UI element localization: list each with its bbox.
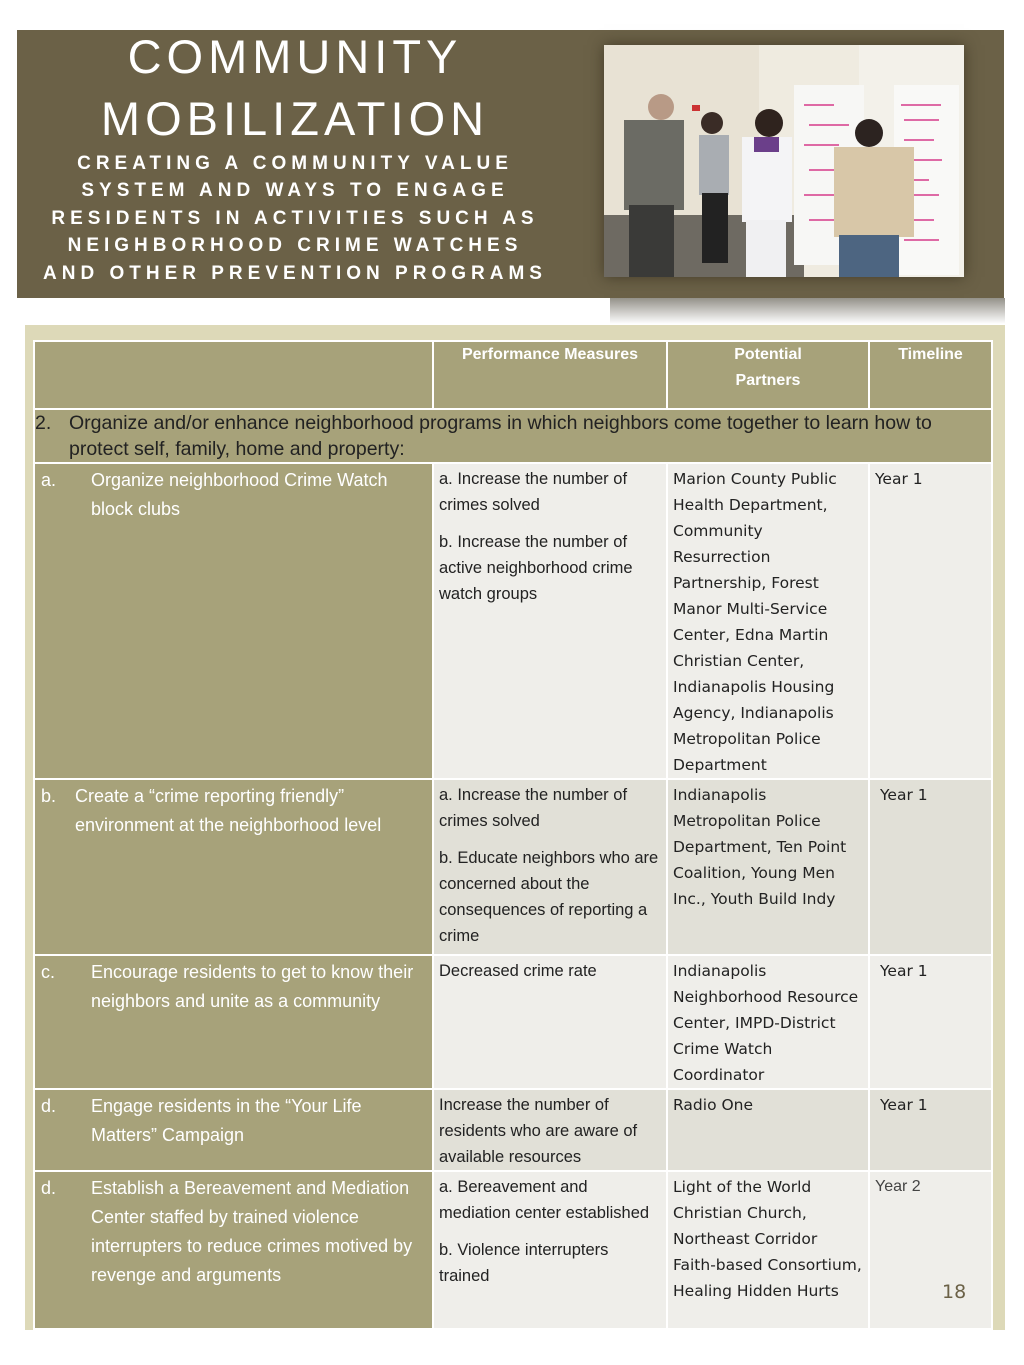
table-header-row — [34, 341, 992, 409]
item-cell — [34, 1171, 433, 1329]
header-item — [34, 341, 433, 409]
measure: a. Bereavement and mediation center established — [439, 1178, 650, 1222]
timeline-cell: Year 1 — [869, 1089, 992, 1171]
measures-cell — [433, 779, 667, 955]
action-plan-table — [33, 340, 993, 1330]
page-subtitle — [40, 150, 550, 287]
photo-illustration — [604, 45, 964, 277]
measure: a. Increase the number of crimes solved — [439, 786, 628, 830]
community-meeting-photo — [604, 45, 964, 277]
measure: b. Increase the number of active neighborhood crime watch groups — [439, 533, 633, 603]
partners-cell: Radio One — [667, 1089, 869, 1171]
page-number: 18 — [942, 1281, 967, 1303]
item-letter: d. — [41, 1096, 57, 1116]
measure: b. Educate neighbors who are concerned about the consequences of reporting a crime — [439, 849, 659, 945]
item-cell — [34, 779, 433, 955]
partners-cell: Light of the World Christian Church, Northeast Corridor Faith-based Consortium, Healing Hidden Hurts — [667, 1171, 869, 1329]
subtitle-line: CREATING A COMMUNITY VALUE — [77, 153, 513, 174]
timeline-cell: Year 1 — [869, 779, 992, 955]
measures-cell — [433, 955, 667, 1089]
measure: Decreased crime rate — [439, 962, 597, 980]
item-cell — [34, 1089, 433, 1171]
page-title-line2: MOBILIZATION — [100, 92, 490, 145]
header-potential-partners-label: Potential Partners — [734, 346, 802, 389]
photo-shadow — [610, 298, 1005, 324]
goal-row — [34, 409, 992, 463]
measure: a. Increase the number of crimes solved — [439, 470, 628, 514]
item-cell — [34, 463, 433, 779]
goal-text: Organize and/or enhance neighborhood programs in which neighbors come together to learn how to protect self, family, home and property: — [69, 412, 932, 460]
subtitle-line: AND OTHER PREVENTION PROGRAMS — [43, 262, 547, 284]
item-letter: b. — [41, 786, 57, 806]
header-timeline: Timeline — [869, 341, 992, 409]
subtitle-line: RESIDENTS IN ACTIVITIES SUCH AS — [51, 207, 539, 229]
item-text: Engage residents in the “Your Life Matters” Campaign — [91, 1096, 362, 1145]
page-title-line1: COMMUNITY — [127, 30, 463, 83]
goal-cell — [34, 409, 992, 463]
item-text: Create a “crime reporting friendly” environment at the neighborhood level — [75, 786, 382, 835]
timeline-cell: Year 1 — [869, 463, 992, 779]
timeline-cell: Year 2 — [869, 1171, 992, 1329]
item-letter: c. — [41, 962, 56, 982]
header-potential-partners — [667, 341, 869, 409]
partners-cell: Indianapolis Metropolitan Police Department, Ten Point Coalition, Young Men Inc., Youth Build Indy — [667, 779, 869, 955]
item-text: Organize neighborhood Crime Watch block clubs — [91, 470, 388, 519]
measures-cell — [433, 463, 667, 779]
item-text: Encourage residents to get to know their neighbors and unite as a community — [91, 962, 414, 1011]
item-text: Establish a Bereavement and Mediation Center staffed by trained violence interrupters to reduce crimes motived by revenge and arguments — [91, 1178, 413, 1285]
partners-cell: Indianapolis Neighborhood Resource Center, IMPD-District Crime Watch Coordinator — [667, 955, 869, 1089]
table-row — [34, 1089, 992, 1171]
subtitle-line: SYSTEM AND WAYS TO ENGAGE — [81, 180, 509, 202]
table-row — [34, 779, 992, 955]
subtitle-line: NEIGHBORHOOD CRIME WATCHES — [67, 235, 523, 257]
header-performance-measures: Performance Measures — [433, 341, 667, 409]
measure: b. Violence interrupters trained — [439, 1241, 609, 1285]
table-row — [34, 955, 992, 1089]
item-letter: d. — [41, 1178, 57, 1198]
partners-cell: Marion County Public Health Department, Community Resurrection Partnership, Forest Manor Multi-Service Center, Edna Martin Christian Center, Indianapolis Housing Agency, Indianapolis Metropolitan Police Department — [667, 463, 869, 779]
table-row — [34, 1171, 992, 1329]
measures-cell — [433, 1089, 667, 1171]
table-row — [34, 463, 992, 779]
timeline-cell: Year 1 — [869, 955, 992, 1089]
item-letter: a. — [41, 470, 57, 490]
goal-number: 2. — [35, 412, 52, 434]
item-cell — [34, 955, 433, 1089]
measures-cell — [433, 1171, 667, 1329]
measure: Increase the number of residents who are aware of available resources — [439, 1096, 638, 1166]
